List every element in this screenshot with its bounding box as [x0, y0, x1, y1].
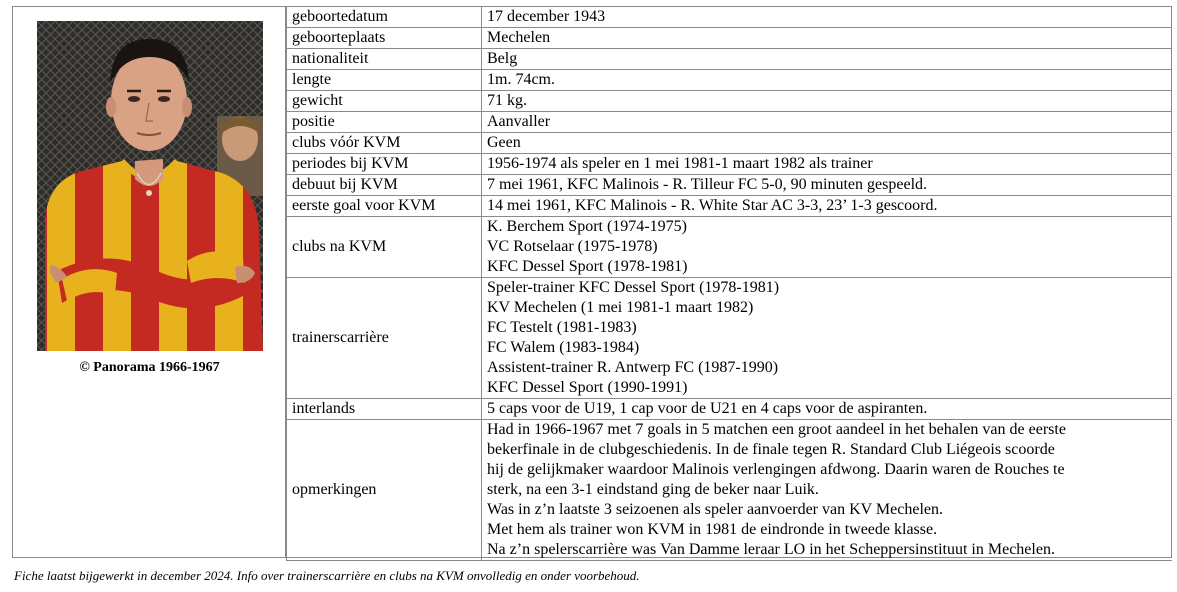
- info-table: [286, 7, 1172, 561]
- row-value: [482, 217, 1173, 278]
- row-label: clubs vóór KVM: [287, 133, 482, 154]
- value-line: Was in z’n laatste 3 seizoenen als speler aanvoerder van KV Mechelen.: [487, 501, 944, 518]
- value-line: Had in 1966-1967 met 7 goals in 5 matchen een groot aandeel in het behalen van de eerste: [487, 421, 1066, 438]
- value-line: 17 december 1943: [487, 8, 606, 25]
- row-label: interlands: [287, 399, 482, 420]
- row-value: [482, 399, 1173, 420]
- row-value: [482, 278, 1173, 399]
- value-line: KFC Dessel Sport (1978-1981): [487, 258, 688, 275]
- value-line: Met hem als trainer won KVM in 1981 de eindronde in tweede klasse.: [487, 521, 938, 538]
- row-value: [482, 154, 1173, 175]
- row-value: [482, 133, 1173, 154]
- table-row: [287, 112, 1173, 133]
- row-value: [482, 7, 1173, 28]
- value-line: FC Testelt (1981-1983): [487, 319, 637, 336]
- row-value: [482, 70, 1173, 91]
- player-fiche: [12, 6, 1172, 558]
- value-line: 7 mei 1961, KFC Malinois - R. Tilleur FC 5-0, 90 minuten gespeeld.: [487, 176, 928, 193]
- value-line: KFC Dessel Sport (1990-1991): [487, 379, 688, 396]
- value-line: Na z’n spelerscarrière was Van Damme leraar LO in het Scheppersinstituut in Mechelen.: [487, 541, 1055, 558]
- table-row: [287, 91, 1173, 112]
- value-line: hij de gelijkmaker waardoor Malinois verlengingen afdwong. Daarin waren de Rouches te: [487, 461, 1065, 478]
- value-line: Speler-trainer KFC Dessel Sport (1978-1981): [487, 279, 780, 296]
- table-row: [287, 278, 1173, 399]
- photo-cell: [13, 7, 286, 557]
- table-row: [287, 133, 1173, 154]
- table-row: [287, 399, 1173, 420]
- value-line: 5 caps voor de U19, 1 cap voor de U21 en 4 caps voor de aspiranten.: [487, 400, 928, 417]
- row-label: eerste goal voor KVM: [287, 196, 482, 217]
- table-row: [287, 70, 1173, 91]
- value-line: Assistent-trainer R. Antwerp FC (1987-1990): [487, 359, 779, 376]
- row-label: nationaliteit: [287, 49, 482, 70]
- footer-note: Fiche laatst bijgewerkt in december 2024. Info over trainerscarrière en clubs na KVM onvolledig en onder voorbehoud.: [14, 568, 640, 583]
- value-line: VC Rotselaar (1975-1978): [487, 238, 658, 255]
- table-row: [287, 420, 1173, 561]
- value-line: Aanvaller: [487, 113, 551, 130]
- row-label: trainerscarrière: [287, 278, 482, 399]
- row-label: opmerkingen: [287, 420, 482, 561]
- value-line: bekerfinale in de clubgeschiedenis. In de finale tegen R. Standard Club Liégeois scoorde: [487, 441, 1055, 458]
- row-value: [482, 175, 1173, 196]
- row-value: [482, 196, 1173, 217]
- value-line: K. Berchem Sport (1974-1975): [487, 218, 687, 235]
- table-row: [287, 49, 1173, 70]
- table-row: [287, 7, 1173, 28]
- row-value: [482, 420, 1173, 561]
- row-label: clubs na KVM: [287, 217, 482, 278]
- table-row: [287, 217, 1173, 278]
- photo-caption: © Panorama 1966-1967: [79, 360, 220, 375]
- value-line: Geen: [487, 134, 521, 151]
- value-line: Mechelen: [487, 29, 551, 46]
- row-label: positie: [287, 112, 482, 133]
- value-line: 71 kg.: [487, 92, 527, 109]
- row-label: geboorteplaats: [287, 28, 482, 49]
- value-line: KV Mechelen (1 mei 1981-1 maart 1982): [487, 299, 754, 316]
- row-label: debuut bij KVM: [287, 175, 482, 196]
- row-value: [482, 28, 1173, 49]
- value-line: sterk, na een 3-1 eindstand ging de beker naar Luik.: [487, 481, 819, 498]
- row-label: geboortedatum: [287, 7, 482, 28]
- row-value: [482, 91, 1173, 112]
- row-label: gewicht: [287, 91, 482, 112]
- value-line: 14 mei 1961, KFC Malinois - R. White Star AC 3-3, 23’ 1-3 gescoord.: [487, 197, 938, 214]
- table-row: [287, 28, 1173, 49]
- table-row: [287, 154, 1173, 175]
- row-value: [482, 49, 1173, 70]
- row-value: [482, 112, 1173, 133]
- value-line: 1m. 74cm.: [487, 71, 555, 88]
- value-line: FC Walem (1983-1984): [487, 339, 640, 356]
- value-line: 1956-1974 als speler en 1 mei 1981-1 maart 1982 als trainer: [487, 155, 873, 172]
- row-label: lengte: [287, 70, 482, 91]
- table-row: [287, 196, 1173, 217]
- value-line: Belg: [487, 50, 518, 67]
- row-label: periodes bij KVM: [287, 154, 482, 175]
- player-photo: [37, 21, 263, 351]
- table-row: [287, 175, 1173, 196]
